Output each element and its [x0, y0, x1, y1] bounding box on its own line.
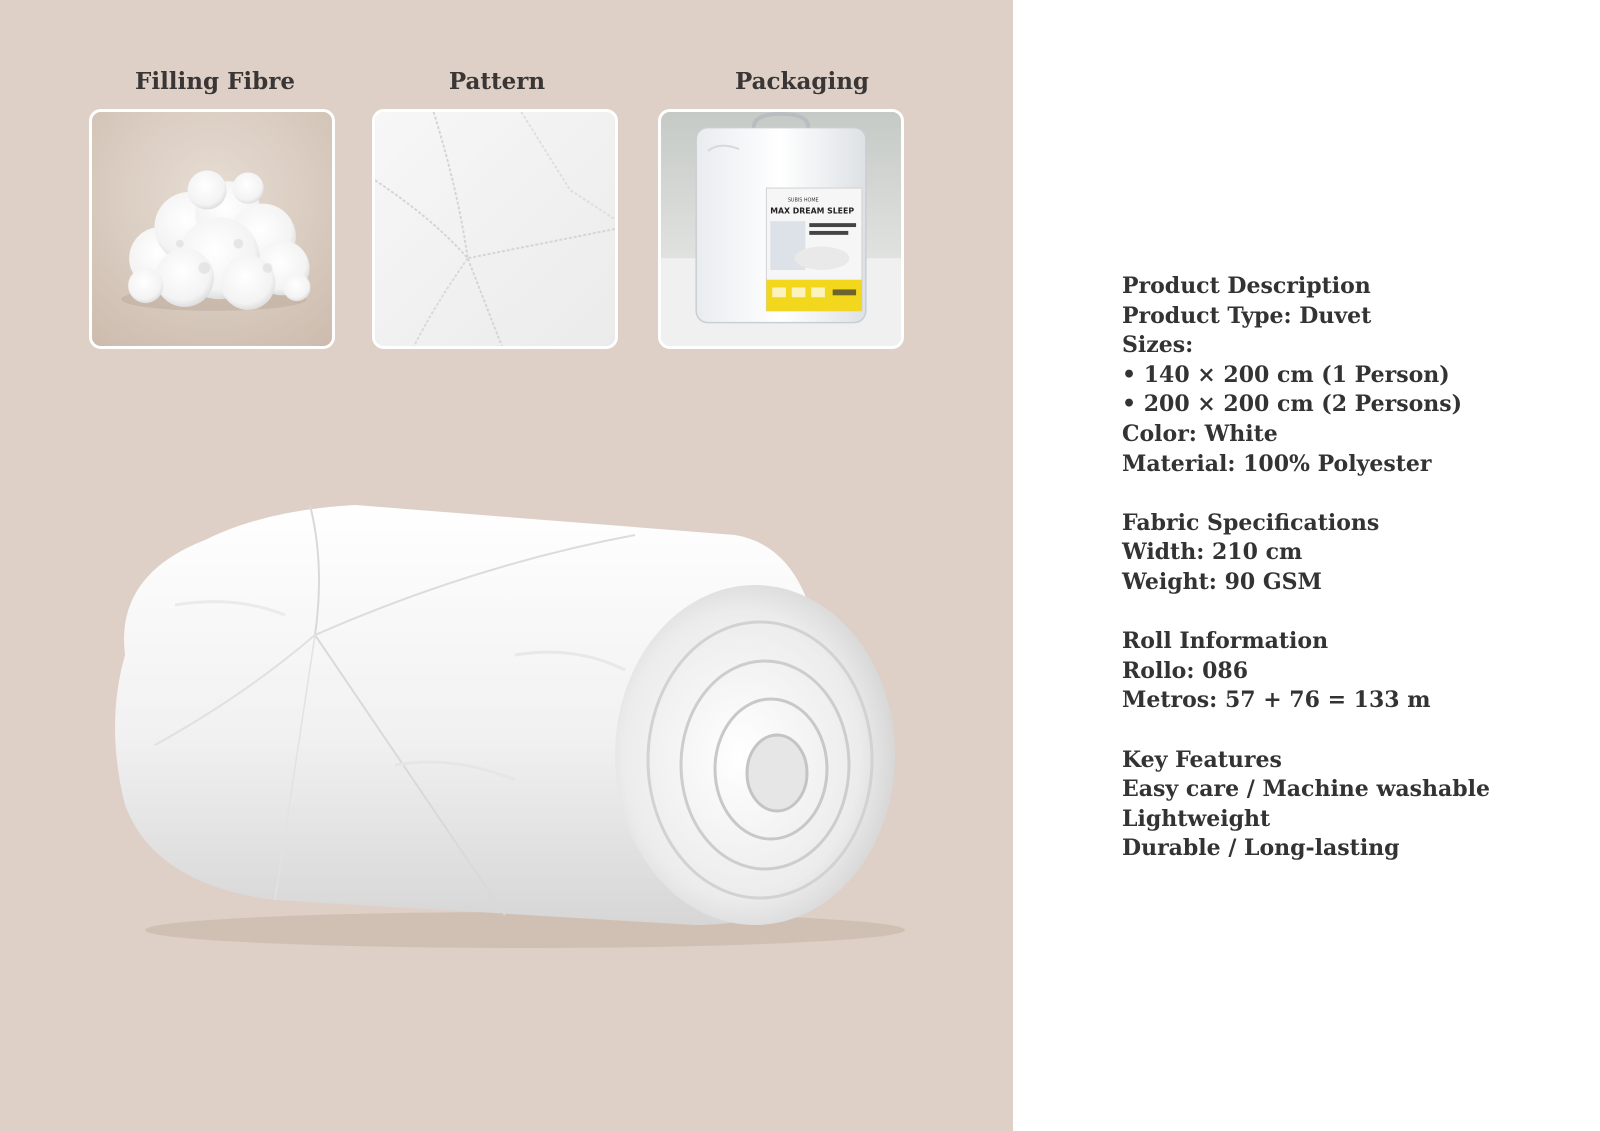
packaging-title: Packaging — [734, 68, 870, 95]
roll-number: Rollo: 086 — [1122, 657, 1249, 684]
spacer — [1122, 598, 1582, 628]
roll-information-heading: Roll Information — [1122, 628, 1329, 655]
size-single: • 140 × 200 cm (1 Person) — [1122, 361, 1450, 388]
roll-metres: Metros: 57 + 76 = 133 m — [1122, 687, 1431, 714]
rolled-duvet-image — [95, 505, 915, 950]
key-features-heading: Key Features — [1122, 746, 1282, 773]
product-color: Color: White — [1122, 420, 1278, 447]
filling-fibre-title: Filling Fibre — [135, 68, 295, 95]
quilted-pattern-illustration — [375, 112, 615, 346]
fibre-cluster-illustration — [92, 112, 332, 346]
packaging-image — [658, 109, 904, 349]
fabric-specifications-heading: Fabric Specifications — [1122, 509, 1380, 536]
pattern-image — [372, 109, 618, 349]
filling-fibre-image — [89, 109, 335, 349]
spacer — [1122, 716, 1582, 746]
packaging-product-text: MAX DREAM SLEEP — [770, 206, 855, 216]
size-double: • 200 × 200 cm (2 Persons) — [1122, 391, 1463, 418]
product-material: Material: 100% Polyester — [1122, 450, 1432, 477]
feature-lightweight: Lightweight — [1122, 805, 1271, 832]
packaging-brand-text: SUBIS HOME — [787, 197, 819, 204]
fabric-width: Width: 210 cm — [1122, 539, 1303, 566]
product-description-heading: Product Description — [1122, 273, 1371, 299]
rolled-duvet-illustration — [95, 505, 915, 950]
spacer — [1122, 479, 1582, 509]
feature-durable: Durable / Long-lasting — [1122, 835, 1400, 862]
product-type: Product Type: Duvet — [1122, 302, 1372, 329]
feature-easy-care: Easy care / Machine washable — [1122, 776, 1491, 803]
product-specifications — [1122, 272, 1582, 864]
fabric-weight: Weight: 90 GSM — [1122, 568, 1322, 595]
packaged-duvet-illustration — [661, 112, 901, 346]
sizes-label: Sizes: — [1122, 332, 1194, 359]
pattern-title: Pattern — [448, 68, 546, 95]
